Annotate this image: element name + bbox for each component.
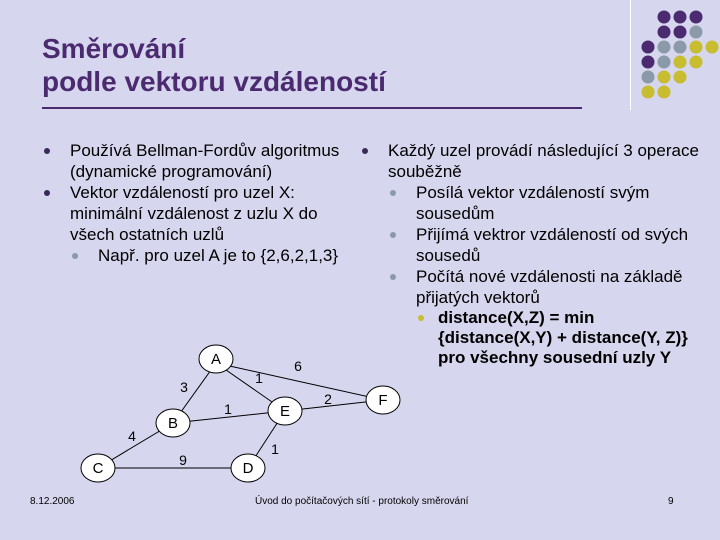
title-underline bbox=[42, 107, 582, 109]
bullet-icon bbox=[44, 190, 50, 196]
left-sub-bullet: Např. pro uzel A je to {2,6,2,1,3} bbox=[70, 245, 342, 266]
right-sub-bullet-3: Počítá nové vzdálenosti na základě přijatých vektorů bbox=[388, 266, 700, 308]
node-label-f: F bbox=[378, 392, 388, 409]
left-bullet-2: Vektor vzdáleností pro uzel X: minimální vzdálenost z uzlu X do všech ostatních uzlů bbox=[42, 182, 342, 245]
title-line-1: Směrování bbox=[42, 33, 186, 64]
right-sub-bullet-1: Posílá vektor vzdáleností svým sousedům bbox=[388, 182, 700, 224]
weight-b-e: 1 bbox=[224, 401, 232, 417]
node-label-e: E bbox=[279, 403, 291, 420]
decor-dot bbox=[642, 71, 655, 84]
decor-dot bbox=[642, 41, 655, 54]
weight-a-e: 1 bbox=[255, 370, 263, 386]
node-label-c: C bbox=[92, 460, 104, 477]
decor-dot bbox=[690, 26, 703, 39]
decor-dot bbox=[642, 56, 655, 69]
node-label-b: B bbox=[167, 415, 179, 432]
weight-e-d: 1 bbox=[271, 441, 279, 457]
decor-dot bbox=[690, 56, 703, 69]
bullet-icon bbox=[362, 148, 368, 154]
node-label-d: D bbox=[242, 460, 254, 477]
decor-dot bbox=[674, 26, 687, 39]
decor-vertical-line bbox=[630, 0, 631, 110]
decorative-dots-icon bbox=[640, 9, 720, 105]
weight-a-b: 3 bbox=[180, 379, 188, 395]
bullet-icon bbox=[418, 315, 424, 321]
right-column bbox=[360, 140, 700, 368]
node-label-a: A bbox=[210, 351, 222, 368]
decor-dot bbox=[690, 41, 703, 54]
decor-dot bbox=[658, 11, 671, 24]
weight-c-d: 9 bbox=[179, 452, 187, 468]
left-bullet-1: Používá Bellman-Fordův algoritmus (dynamické programování) bbox=[42, 140, 342, 182]
decor-dot bbox=[658, 56, 671, 69]
bullet-icon bbox=[390, 190, 396, 196]
decor-dot bbox=[674, 71, 687, 84]
decor-dot bbox=[642, 86, 655, 99]
decor-dot bbox=[658, 86, 671, 99]
decor-dot bbox=[674, 41, 687, 54]
weight-b-c: 4 bbox=[128, 428, 136, 444]
network-graph bbox=[70, 335, 410, 495]
bullet-icon bbox=[390, 232, 396, 238]
formula-bullet: distance(X,Z) = min {distance(X,Y) + distance(Y, Z)} pro všechny sousední uzly Y bbox=[416, 308, 700, 368]
footer-page: 9 bbox=[668, 496, 674, 507]
decor-dot bbox=[658, 41, 671, 54]
weight-a-f: 6 bbox=[294, 358, 302, 374]
decor-dot bbox=[658, 26, 671, 39]
right-bullet: Každý uzel provádí následující 3 operace souběžně bbox=[360, 140, 700, 182]
bullet-icon bbox=[390, 274, 396, 280]
slide-title bbox=[42, 32, 386, 98]
decor-dot bbox=[674, 11, 687, 24]
bullet-icon bbox=[72, 253, 78, 259]
footer-date: 8.12.2006 bbox=[30, 496, 75, 507]
decor-dot bbox=[706, 41, 719, 54]
decor-dot bbox=[674, 56, 687, 69]
left-column bbox=[42, 140, 342, 266]
bullet-icon bbox=[44, 148, 50, 154]
decor-dot bbox=[658, 71, 671, 84]
right-sub-bullet-2: Přijímá vektror vzdáleností od svých sousedů bbox=[388, 224, 700, 266]
title-line-2: podle vektoru vzdáleností bbox=[42, 66, 386, 97]
footer-center: Úvod do počítačových sítí - protokoly směrování bbox=[255, 496, 469, 507]
decor-dot bbox=[690, 11, 703, 24]
weight-e-f: 2 bbox=[324, 391, 332, 407]
